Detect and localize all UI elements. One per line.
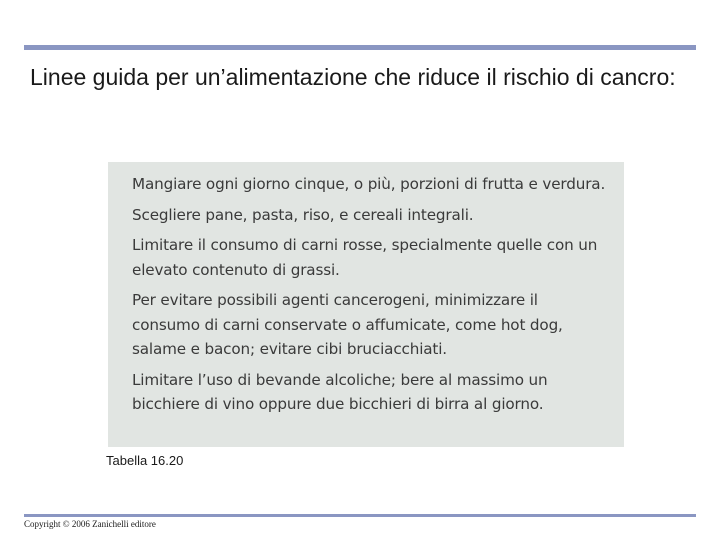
slide-title: Linee guida per un’alimentazione che riduce il rischio di cancro: <box>30 64 676 90</box>
guideline-list <box>132 172 610 417</box>
guideline-item-whole-grains: Scegliere pane, pasta, riso, e cereali integrali. <box>132 205 474 224</box>
top-divider <box>24 45 696 50</box>
bottom-divider <box>24 514 696 517</box>
copyright-notice: Copyright © 2006 Zanichelli editore <box>24 519 156 529</box>
guideline-item-fruit-vegetables: Mangiare ogni giorno cinque, o più, porzioni di frutta e verdura. <box>132 175 606 193</box>
table-caption: Tabella 16.20 <box>106 453 184 468</box>
guideline-item-alcohol: Limitare l’uso di bevande alcoliche; bere al massimo un bicchiere di vino oppure due bicchieri di birra al giorno. <box>132 370 548 413</box>
guidelines-table <box>108 162 624 447</box>
guideline-item-red-meat: Limitare il consumo di carni rosse, specialmente quelle con un elevato contenuto di grassi. <box>132 236 598 279</box>
guideline-item-processed-meat: Per evitare possibili agenti cancerogeni, minimizzare il consumo di carni conservate o affumicate, come hot dog, salame e bacon; evitare cibi bruciacchiati. <box>132 291 563 358</box>
